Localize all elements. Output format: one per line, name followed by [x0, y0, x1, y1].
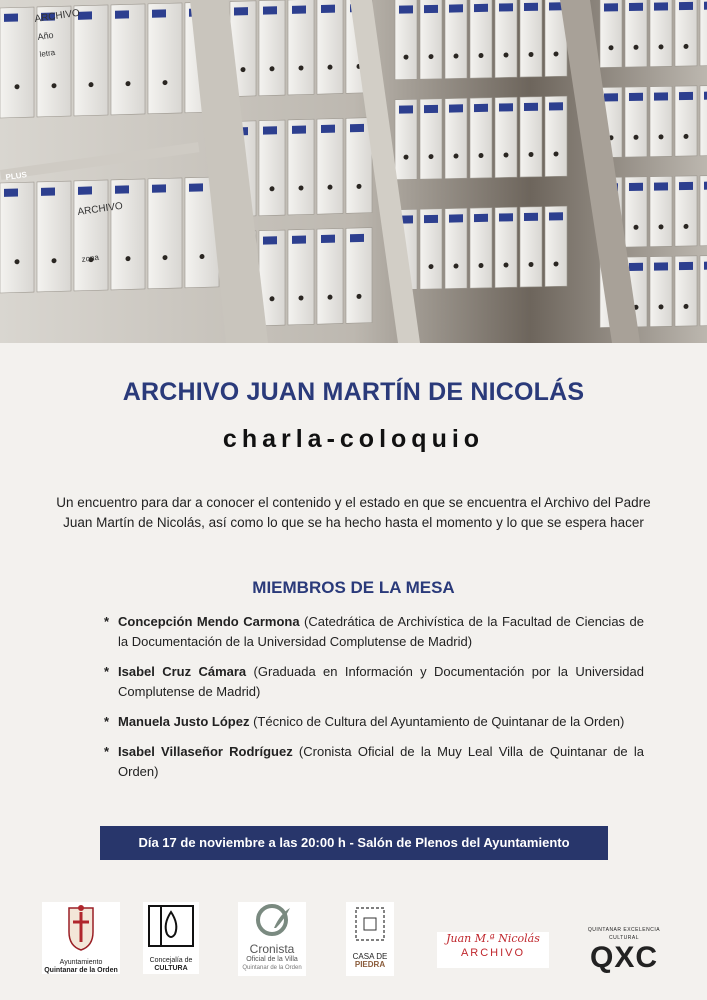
box-brand-plus: PLUS — [5, 170, 28, 182]
ayuntamiento-logo — [42, 902, 120, 974]
members-heading: MIEMBROS DE LA MESA — [252, 578, 455, 597]
concejalia-line2: CULTURA — [154, 965, 188, 972]
member-detail: (Cronista Oficial de la Muy Leal Villa de Quintanar de la Orden) — [118, 744, 644, 779]
poster-title: ARCHIVO JUAN MARTÍN DE NICOLÁS — [122, 378, 585, 406]
member-detail: (Graduada en Información y Documentación por la Universidad Complutense de Madrid) — [118, 664, 644, 699]
member-detail: (Catedrática de Archivística de la Facultad de Ciencias de la Documentación de la Universidad Complutense de Madrid) — [118, 614, 644, 649]
concejalia-logo — [143, 902, 199, 974]
member-name: Concepción Mendo Carmona — [118, 614, 300, 629]
casa-line1: CASA DE — [352, 952, 388, 961]
casa-de-piedra-logo — [346, 902, 394, 976]
bullet-star: * — [104, 744, 110, 759]
member-name: Manuela Justo López — [118, 714, 250, 729]
box-label-letter: letra — [39, 47, 56, 59]
casa-line2: PIEDRA — [354, 960, 386, 969]
box-label-archivo-2: ARCHIVO — [76, 200, 124, 218]
archivo-line1: ARCHIVO — [460, 947, 526, 959]
member-item — [104, 712, 644, 732]
concejalia-line1: Concejalía de — [149, 957, 193, 964]
archive-shelves-photo — [0, 0, 707, 343]
cronista-line2: Oficial de la Villa — [246, 956, 298, 963]
member-name: Isabel Villaseñor Rodríguez — [118, 744, 293, 759]
flame-icon — [143, 902, 199, 952]
event-date-banner: Día 17 de noviembre a las 20:00 h - Salón de Plenos del Ayuntamiento — [100, 826, 608, 860]
bullet-star: * — [104, 664, 110, 679]
ayuntamiento-line2: Quintanar de la Orden — [44, 967, 118, 974]
member-name: Isabel Cruz Cámara — [118, 664, 247, 679]
ayuntamiento-line1: Ayuntamiento — [59, 959, 103, 966]
member-detail: (Técnico de Cultura del Ayuntamiento de Quintanar de la Orden) — [253, 714, 625, 729]
cronista-line1: Cronista — [249, 942, 295, 956]
cronista-logo — [238, 902, 306, 976]
box-label-year: Año — [36, 29, 55, 42]
member-item — [104, 742, 644, 782]
coat-of-arms-icon — [42, 902, 120, 954]
member-item — [104, 662, 644, 702]
stone-house-icon — [346, 902, 394, 948]
archivo-signature: Juan M.ª Nicolás — [446, 932, 540, 945]
sponsor-logos — [0, 900, 707, 980]
bullet-star: * — [104, 614, 110, 629]
box-label-zone: zona — [81, 252, 100, 264]
poster-subtitle: charla-coloquio — [222, 425, 485, 453]
intro-paragraph: Un encuentro para dar a conocer el contenido y el estado en que se encuentra el Archivo del Padre Juan Martín de Nicolás, así como lo que se ha hecho hasta el momento y lo que se espera hacer — [56, 495, 651, 530]
members-list — [104, 612, 644, 792]
qxc-mark: QXC — [589, 941, 658, 974]
bullet-star: * — [104, 714, 110, 729]
archivo-logo — [437, 932, 549, 968]
member-item — [104, 612, 644, 652]
qxc-tagline: QUINTANAR EXCELENCIA CULTURAL — [587, 927, 661, 941]
box-label-archivo: ARCHIVO — [33, 7, 81, 25]
qxc-logo — [578, 926, 670, 974]
quill-icon — [238, 902, 306, 938]
cronista-line3: Quintanar de la Orden — [242, 965, 302, 971]
archive-shelves-illustration — [0, 0, 707, 343]
